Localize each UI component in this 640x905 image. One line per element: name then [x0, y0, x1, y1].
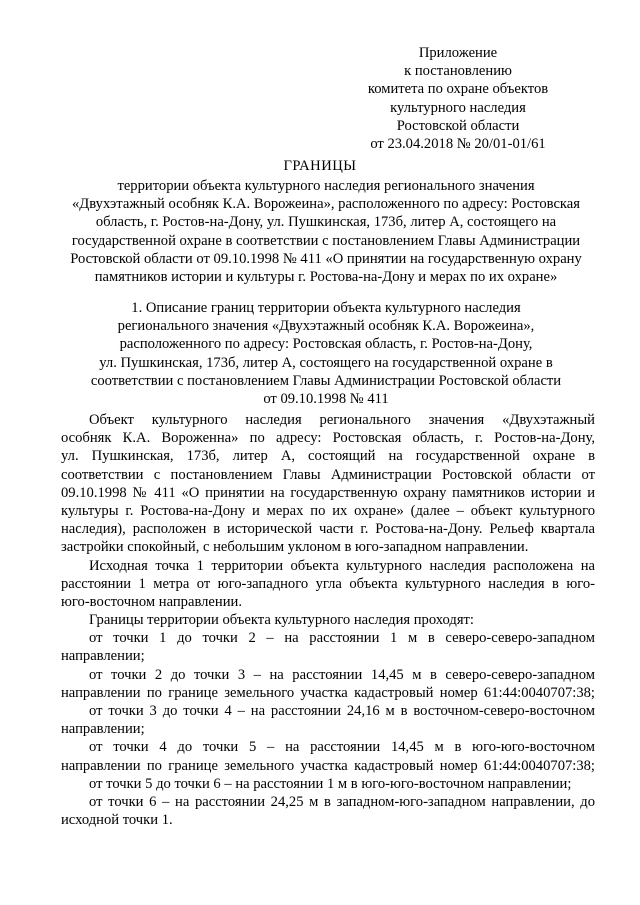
- section-heading-line: расположенного по адресу: Ростовская область, г. Ростов-на-Дону,: [119, 336, 533, 353]
- appendix-line: комитета по охране объектов: [367, 81, 549, 98]
- body-line: Объект культурного наследия регионального значения «Двухэтажный: [89, 412, 595, 428]
- paragraph-boundaries-intro: [61, 611, 595, 629]
- appendix-header: [328, 44, 588, 153]
- body-line: соответствии с постановлением Главы Администрации Ростовской области от: [61, 466, 595, 483]
- body-line: направлении по границе земельного участка кадастровый номер 61:44:0040707:38;: [61, 757, 595, 774]
- document-subtitle: [60, 177, 592, 286]
- section-heading-line: соответствии с постановлением Главы Администрации Ростовской области: [90, 372, 562, 389]
- body-line: юго-восточном направлении.: [61, 593, 242, 610]
- body-line: 09.10.1998 № 411 «О принятии на государственную охрану памятников истории и: [61, 484, 595, 501]
- body-text: [61, 411, 595, 829]
- body-line: от точки 5 до точки 6 – на расстоянии 1 м в юго-юго-восточном направлении;: [89, 775, 572, 792]
- paragraph-start-point: [61, 557, 595, 612]
- boundary-segment-2-3: [61, 666, 595, 702]
- body-line: направлении;: [61, 721, 145, 738]
- appendix-line: Приложение: [418, 45, 498, 61]
- appendix-line: от 23.04.2018 № 20/01-01/61: [370, 136, 546, 153]
- body-line: ул. Пушкинская, 173б, литер А, состоящий на государственной охране в: [61, 448, 595, 465]
- body-line: Исходная точка 1 территории объекта культурного наследия расположена на: [89, 557, 595, 574]
- subtitle-line: памятников истории и культуры г. Ростова-на-Дону и мерах по их охране»: [94, 269, 558, 286]
- appendix-line: к постановлению: [404, 63, 512, 80]
- boundary-segment-6-1: [61, 793, 595, 829]
- subtitle-line: территории объекта культурного наследия регионального значения: [117, 178, 535, 194]
- section-heading: [60, 299, 592, 408]
- body-line: от точки 6 – на расстоянии 24,25 м в западном-юго-западном направлении, до: [89, 793, 595, 810]
- body-line: направлении;: [61, 648, 145, 665]
- document-title: ГРАНИЦЫ: [283, 158, 357, 174]
- section-heading-line: 1. Описание границ территории объекта культурного наследия: [131, 300, 521, 316]
- appendix-line: Ростовской области: [396, 117, 520, 134]
- section-heading-line: регионального значения «Двухэтажный особняк К.А. Ворожеина»,: [117, 318, 535, 335]
- paragraph-object-description: [61, 411, 595, 557]
- body-line: от точки 3 до точки 4 – на расстоянии 24,16 м в восточном-северо-восточном: [89, 703, 595, 719]
- section-heading-line: от 09.10.1998 № 411: [263, 391, 389, 408]
- subtitle-line: государственной охране в соответствии с постановлением Главы Администрации: [71, 232, 581, 249]
- boundary-segment-4-5: [61, 738, 595, 774]
- body-line: расстоянии 1 метра от юго-западного угла объекта культурного наследия в юго-: [61, 575, 595, 592]
- body-line: направлении по границе земельного участка кадастровый номер 61:44:0040707:38;: [61, 684, 595, 701]
- body-line: застройки спокойный, с небольшим уклоном в юго-западном направлении.: [61, 539, 529, 556]
- body-line: особняк К.А. Вороженна» по адресу: Ростовская область, г. Ростов-на-Дону,: [61, 430, 595, 447]
- subtitle-line: «Двухэтажный особняк К.А. Ворожеина», расположенного по адресу: Ростовская: [72, 196, 580, 213]
- body-line: от точки 4 до точки 5 – на расстоянии 14,45 м в юго-юго-восточном: [89, 739, 595, 756]
- body-line: культуры г. Ростова-на-Дону и мерах по их охране» (далее – объект культурного: [61, 502, 595, 519]
- body-line: Границы территории объекта культурного наследия проходят:: [89, 612, 474, 629]
- body-line: от точки 2 до точки 3 – на расстоянии 14,45 м в северо-северо-западном: [89, 666, 595, 683]
- subtitle-line: область, г. Ростов-на-Дону, ул. Пушкинская, 173б, литер А, состоящего на: [95, 214, 557, 231]
- boundary-segment-1-2: [61, 629, 595, 665]
- body-line: наследия), расположен в исторической части г. Ростова-на-Дону. Рельеф квартала: [61, 521, 595, 538]
- boundary-segment-5-6: [61, 775, 595, 793]
- boundary-segment-3-4: [61, 702, 595, 738]
- body-line: исходной точки 1.: [61, 812, 173, 829]
- appendix-line: культурного наследия: [390, 99, 526, 116]
- subtitle-line: Ростовской области от 09.10.1998 № 411 «О принятии на государственную охрану: [70, 250, 582, 267]
- body-line: от точки 1 до точки 2 – на расстоянии 1 м в северо-северо-западном: [89, 630, 595, 647]
- section-heading-line: ул. Пушкинская, 173б, литер А, состоящего на государственной охране в: [99, 354, 553, 371]
